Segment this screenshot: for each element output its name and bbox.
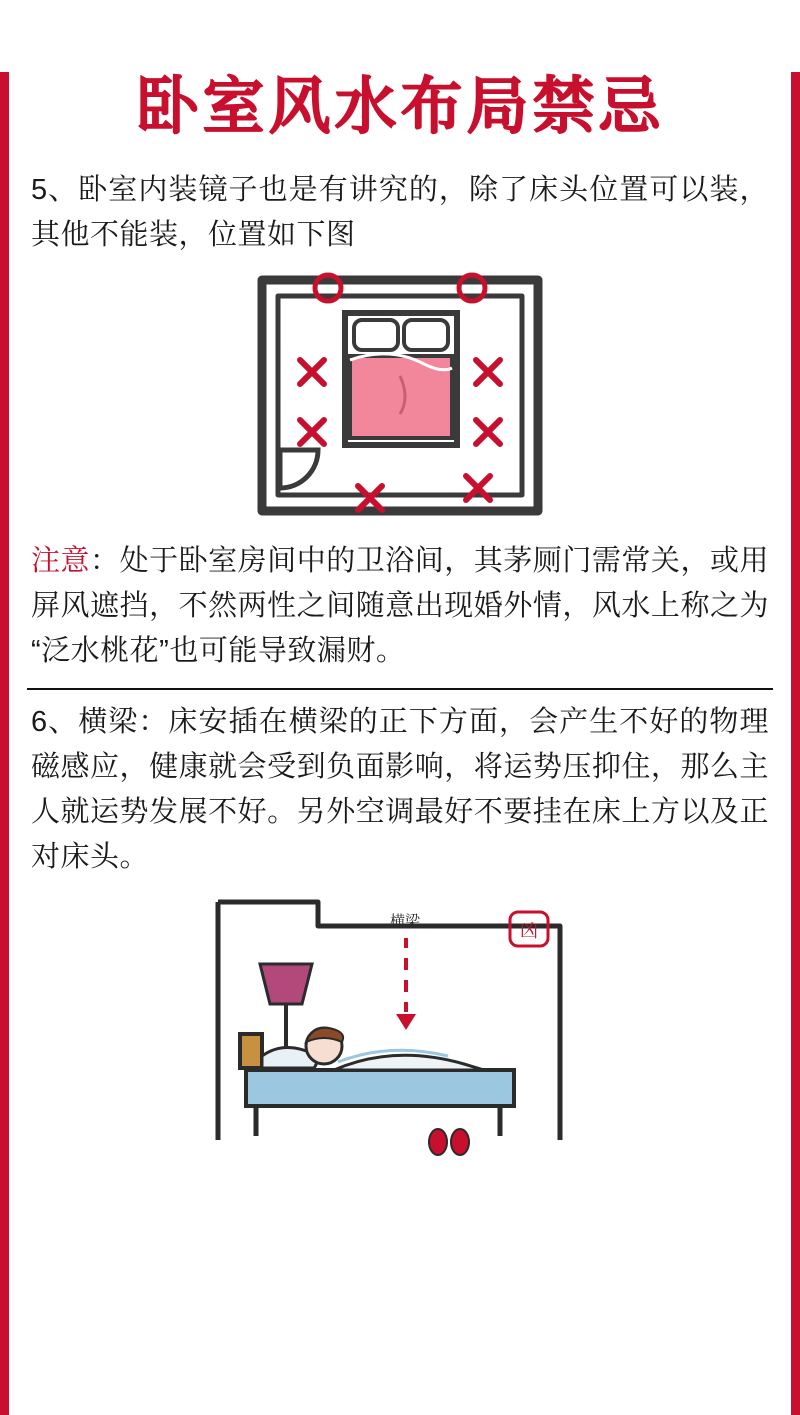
section-6-paragraph: 6、横梁：床安插在横梁的正下方面，会产生不好的物理磁感应，健康就会受到负面影响，将运势压抑住，那么主人就运势发展不好。另外空调最好不要挂在床上方以及正对床头。 <box>31 705 769 873</box>
section-divider <box>27 688 773 690</box>
beam-label: 横梁 <box>390 911 421 930</box>
section-5 <box>27 168 773 674</box>
beam-over-bed-diagram <box>200 890 600 1160</box>
section-6 <box>27 700 773 1160</box>
warning-badge-label: 凶 <box>520 920 538 942</box>
beam-over-bed-figure <box>27 890 773 1160</box>
bedroom-mirror-layout-figure <box>27 268 773 523</box>
note-separator: ： <box>90 545 120 578</box>
page-inner <box>9 69 791 1415</box>
section-5-paragraph: 5、卧室内装镜子也是有讲究的，除了床头位置可以装，其他不能装，位置如下图 <box>31 174 769 252</box>
beam-pressure-arrow-icon <box>396 938 416 1030</box>
page-title: 卧室风水布局禁忌 <box>135 69 664 142</box>
document-page <box>0 69 800 1415</box>
bedroom-mirror-layout-diagram <box>250 268 550 523</box>
note-text: 处于卧室房间中的卫浴间，其茅厕门需常关，或用屏风遮挡，不然两性之间随意出现婚外情，风水上称之为“泛水桃花”也可能导致漏财。 <box>31 545 769 667</box>
section-5-note <box>31 539 769 674</box>
note-label: 注意 <box>31 545 91 578</box>
